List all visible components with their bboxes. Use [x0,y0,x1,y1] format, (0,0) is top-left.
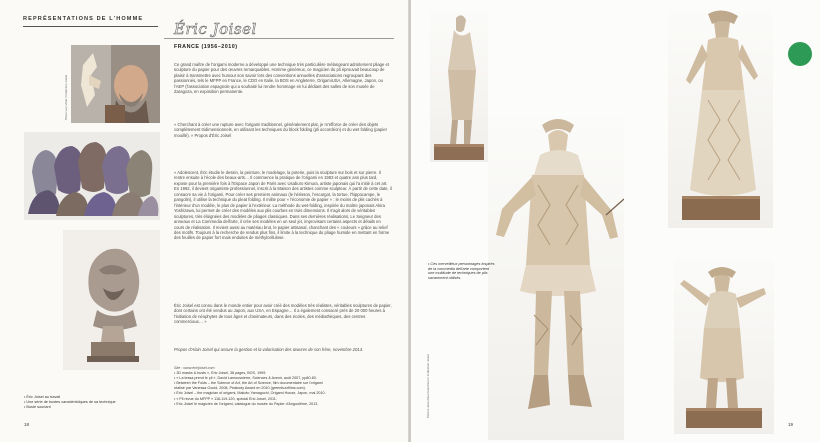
quote-attribution: Propos d'Alain Joisel qui assure la gestion et la valorisation des œuvres de son frère, novembre 2014. [174,347,364,352]
quote-paragraph: « Cherchant à créer une rupture avec l'origami traditionnel, généralement plat, je m'efforce de créer des objets complètement tridimensionnels, en utilisant les techniques du block folding (pli accordéon) et du wet folding (papier mouillé). » Propos d'Éric Joisel [174,122,387,138]
reference-item: • 3D masks & busts », Éric Joisel, 38 pages, BOS, 1999. [174,371,267,376]
body-paragraph: « Adolescent, Éric étudie le dessin, la peinture, le modelage, la poterie, puis la sculpture sur bois et sur pierre. Il rentre ensuite à l'école des beaux-arts… Il commence la pratique de l'origami en 1983 et quatre ans plus tard, expose pour la première fois à l'Espace Japon de Paris avec Usaburo Kimura, artiste japonais qui l'a initié à cet art. En 1992, il devient origamiste professionnel, inscrit à la Maison des artistes comme sculpteur. À partir de cette date, il consacre sa vie à l'origami. Pour créer ses premiers animaux (le hérisson, l'escargot, la tortue, l'hippocampe, le pangolin), il utilise la technique du pleat folding. Il milite pour « l'économie de papier » : le moins de plis cachés à l'intérieur d'un modèle, le plus de papier à l'extérieur. La méthode du wet-folding, inspirée du maître japonais Akira Yoshizawa, lui permet de créer des modèles aux plis courbes en trois dimensions. Il s'agit alors de véritables sculptures, très éloignées des modèles de pliages classiques. Dans ses dernières réalisations, Le Seigneur des anneaux et La Commedia dell'arte, il crée ses modèles en un seul jet, improvisant certains aspects et détails en cours de réalisation. Il revient aussi au matériau brut, le papier artisanal, chanchant des « couleurs » grâce au relief des motifs. Toujours à la recherche de rendus plus fins, il limite à la technique du pliage humide en mettant en forme des feuilles de papier fort mais enduites de méthylcellulose. [174,170,392,241]
body-paragraph: Ce grand maître de l'origami moderne a développé une technique très particulière mélangeant adroitement pliage et sculpture du papier pour des œuvres remarquables. Homme généreux, ce magicien du pli éprouvait beaucoup de plaisir à transmettre avec humour son savoir lors des conventions annuelles d'associations regroupant des passionnés, tels le MFPP en France, le CDO en Italie, la BOS en Angleterre, OrigamiUSA, Allemagne, Japon, ou l'AEP (l'association espagnole qui a souhaité lui rendre hommage en lui dédiant des salles de son musée de Zaragoza, en exposition permanente. [174,62,389,95]
reference-item: • « La tessa prend le pli », David Lamoussierre, Sciences & Avenir, août 2007, pp80-83. [174,376,317,381]
right-photo-caption: • Ces merveilleux personnages inspirés de la commedia dell'arte comportent une multitude de techniques de plis savamment utilisés. [428,262,496,280]
photo-credit: Photos Jean-Paul Grandmont / Collection Joisel [426,354,430,418]
reference-item: • « Pli revue du MFPP » 118-119-120, spécial Éric Joisel, 2011. [174,396,277,401]
caption-item: • Une série de bustes caractéristiques de sa technique [24,400,144,405]
figure-photo-harlequin [488,115,624,440]
caption-item: • Buste souriant [24,405,144,410]
page-number-left: 18 [24,422,29,427]
masks-photo [24,132,160,220]
reference-item: • Between the Folds – the Science of Art, the Art of Science, film documentaire sur l'origami [174,381,323,386]
smiling-bust-photo [63,230,160,370]
figure-photo-3 [668,10,773,228]
reference-item: réalisé par Vanessa Gould, 2008, Peabody Award en 2010 (greenfuzzfilms.com). [174,386,306,391]
website-reference: Site : www.ericjoisel.com [174,366,215,370]
left-page [0,0,409,442]
figure-photo-4 [674,258,774,434]
title-rule [164,38,394,39]
section-header: REPRÉSENTATIONS DE L'HOMME [23,16,144,22]
header-rule [23,26,158,27]
body-paragraph: Éric Joisel est connu dans le monde entier pour avoir créé des modèles très réalistes, véritables sculptures de papier, dont certains ont été vendus au Japon, aux USA, en Espagne… Il a également consacré près de 20 000 heures à l'initiation de néophytes de tous âges et d'animateurs, dans des écoles, des médiathèques, des centres commerciaux… » [174,303,392,325]
figure-photo-1 [430,10,488,162]
reference-item: • Éric Joisel – the magician of origami, Makoto Yamaguchi, Origami House, Japon, mai 2010. [174,391,326,396]
photo-credit: Photo Leo Vitali / Collection Joisel [64,74,68,120]
author-name: Éric Joisel [174,20,257,38]
author-dates: FRANCE (1956–2010) [174,44,238,50]
references-list [174,366,392,407]
left-photo-captions [24,395,144,410]
reference-item: • Éric Joisel le magicien de l'origami, catalogue du musée du Papier d'Angoulême, 2013. [174,401,319,406]
section-marker-dot [788,42,812,66]
artist-portrait-photo [71,45,160,123]
caption-item: • Éric Joisel au travail [24,395,144,400]
page-number-right: 19 [788,422,793,427]
